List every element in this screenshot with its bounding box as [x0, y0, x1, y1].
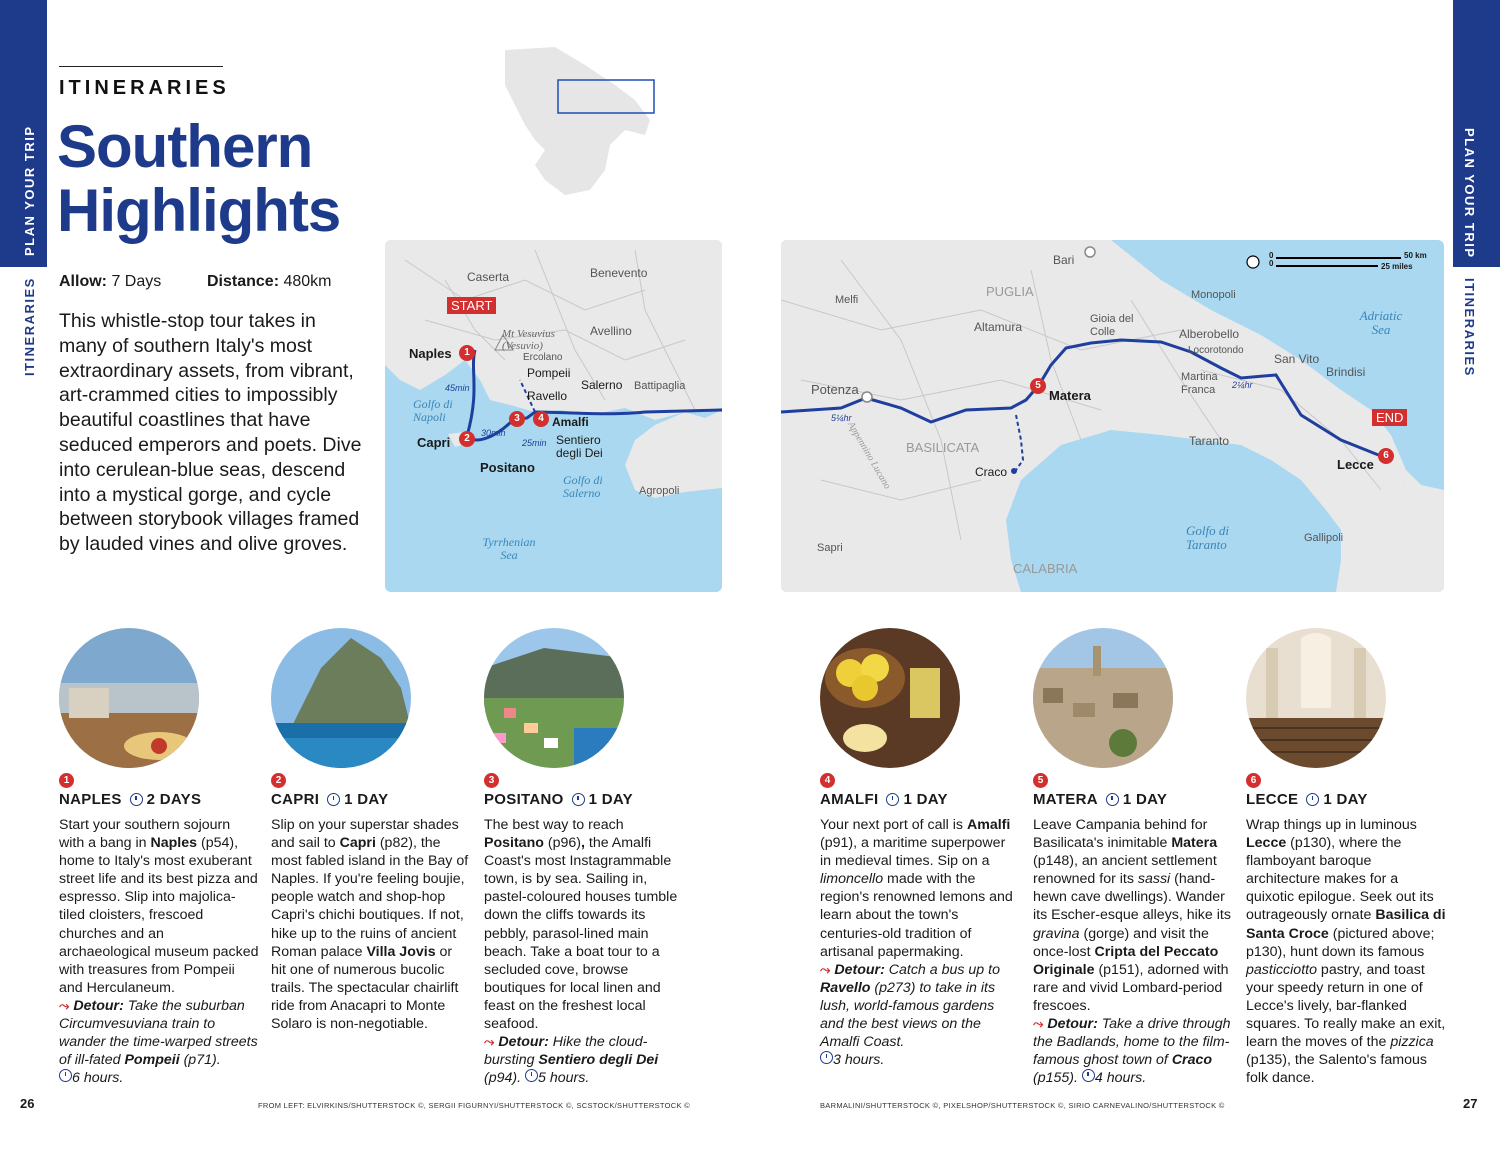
title-line-2: Highlights — [57, 177, 341, 244]
map-time-5hr: 5¼hr — [831, 413, 852, 423]
map-label-capri: Capri — [417, 435, 451, 450]
clock-icon — [130, 793, 143, 806]
map-label-alberobello: Alberobello — [1179, 327, 1240, 341]
map-label-battipaglia: Battipaglia — [634, 380, 686, 392]
left-tab-itineraries: ITINERARIES — [22, 277, 37, 376]
stop-body: Your next port of call is Amalfi (p91), a maritime superpower in medieval times. Sip on a limoncello made with the region's renowned lemons and learn about the town's centuries-old tradition of artisanal papermaking. ⤳ Detour: Catch a bus up to Ravello (p273) to take in its lush, world-famous gardens and the best views on the Amalfi Coast. 3 hours. — [820, 816, 1020, 1069]
map-time-45min: 45min — [445, 383, 470, 393]
stop-matera — [1033, 628, 1233, 1087]
stop-heading: LECCE 1 DAY — [1246, 791, 1368, 808]
stop-number: 2 — [271, 773, 286, 788]
stop-number: 1 — [59, 773, 74, 788]
stop-body: The best way to reach Positano (p96), the Amalfi Coast's most Instagrammable town, is by sea. Sailing in, pastel-coloured houses tumble down the cliffs towards its pebbly, parasol-lined main beach. Take a boat tour to a secluded cove, browse boutiques for local linen and feast on the freshest local seafood. ⤳ Detour: Hike the cloud-bursting Sentiero degli Dei (p94). 5 hours. — [484, 816, 684, 1087]
map-marker-1[interactable]: 1 — [459, 345, 475, 361]
map-label-craco: Craco — [975, 465, 1008, 479]
map-label-ravello: Ravello — [527, 389, 568, 403]
map-marker-6[interactable]: 6 — [1378, 448, 1394, 464]
stop-number: 4 — [820, 773, 835, 788]
right-tab-itineraries: ITINERARIES — [1462, 278, 1477, 377]
map-time-25min: 25min — [522, 438, 547, 448]
detour-icon: ⤳ — [59, 997, 70, 1013]
stop-naples — [59, 628, 259, 1087]
stop-detour: ⤳ Detour: Take the suburban Circumvesuviana train to wander the time-warped streets of ill-fated Pompeii (p71). — [59, 997, 258, 1069]
map-marker-3[interactable]: 3 — [509, 411, 525, 427]
map-label-taranto: Taranto — [1189, 434, 1230, 448]
stop-body: Start your southern sojourn with a bang in Naples (p54), home to Italy's most exuberant street life and its best pizza and espresso. Slip into majolica-tiled cloisters, frescoed churches and an archaeological museum packed with treasures from Pompeii and Herculaneum. ⤳ Detour: Take the suburban Circumvesuviana train to wander the time-warped streets of ill-fated Pompeii (p71). 6 hours. — [59, 817, 259, 1087]
map-region-puglia: PUGLIA — [986, 284, 1034, 299]
map-label-caserta: Caserta — [467, 270, 510, 284]
photo-lecce — [1246, 628, 1386, 768]
stop-body: Leave Campania behind for Basilicata's inimitable Matera (p148), an ancient settlement renowned for its sassi (hand-hewn cave dwellings). Wander its Escher-esque alleys, hike its gravina (gorge) and visit the once-lost Cripta del Peccato Originale (p151), adorned with rare and vivid Lombard-period frescoes. ⤳ Detour: Take a drive through the Badlands, home to the film-famous ghost town of Craco (p155). 4 hours. — [1033, 816, 1233, 1087]
locator-map — [495, 45, 670, 205]
section-label: ITINERARIES — [59, 77, 230, 99]
map-label-matera: Matera — [1049, 388, 1091, 403]
stop-detour: ⤳ Detour: Hike the cloud-bursting Sentiero degli Dei (p94). 5 hours. — [484, 1034, 659, 1087]
map-sea-adriatic: Adriatic Sea — [1359, 308, 1403, 337]
map-label-vesuvius: Mt Vesuvius (Vesuvio) — [502, 328, 555, 352]
map-label-naples: Naples — [409, 346, 452, 361]
photo-amalfi — [820, 628, 960, 768]
map-label-positano: Positano — [480, 460, 535, 475]
photo-matera — [1033, 628, 1173, 768]
stop-body: Slip on your superstar shades and sail to Capri (p82), the most fabled island in the Bay of Naples. If you're feeling boujie, people watch and shop-hop Capri's chichi boutiques. If not, hike up to the ruins of ancient Roman palace Villa Jovis or hit one of numerous bucolic trails. The spectacular chairlift ride from Anacapri to Monte Solaro is non-negotiable. — [271, 817, 469, 1033]
clock-icon — [1106, 793, 1119, 806]
end-flag: END — [1372, 409, 1407, 426]
map-sea-golfo-taranto: Golfo di Taranto — [1186, 523, 1229, 552]
detour-icon: ⤳ — [820, 961, 831, 977]
stop-heading: CAPRI 1 DAY — [271, 791, 389, 808]
intro-text: This whistle-stop tour takes in many of southern Italy's most extraordinary assets, from vibrant, art-crammed cities to impossibly beautiful coastlines that have seduced emperors and poets. Dive into cerulean-blue seas, descend into a mystical gorge, and cycle between storybook villages framed by lauded vines and olive groves. — [59, 310, 362, 556]
clock-icon — [572, 793, 585, 806]
clock-icon — [327, 793, 340, 806]
scale-miles: 25 miles — [1381, 262, 1413, 271]
stop-detour: ⤳ Detour: Catch a bus up to Ravello (p273) to take in its lush, world-famous gardens and the best views on the Amalfi Coast. — [820, 961, 1000, 1051]
map-sea-tyrrhenian: Tyrrhenian Sea — [482, 535, 536, 562]
clock-icon — [1082, 1069, 1095, 1082]
photo-positano — [484, 628, 624, 768]
stop-heading: AMALFI 1 DAY — [820, 791, 948, 808]
detour-icon: ⤳ — [484, 1034, 495, 1050]
map-label-bari: Bari — [1053, 253, 1075, 267]
clock-icon — [886, 793, 899, 806]
clock-icon — [820, 1051, 833, 1064]
map-label-brindisi: Brindisi — [1326, 365, 1366, 379]
map-label-amalfi: Amalfi — [552, 415, 589, 429]
map-marker-4[interactable]: 4 — [533, 411, 549, 427]
map-region-appennino: Appennino Lucano — [845, 419, 893, 492]
map-label-sapri: Sapri — [817, 542, 843, 554]
scale-km: 50 km — [1404, 251, 1427, 260]
photo-capri — [271, 628, 411, 768]
start-flag: START — [447, 297, 496, 314]
map-label-agropoli: Agropoli — [639, 485, 680, 497]
map-label-altamura: Altamura — [974, 320, 1023, 334]
stop-body: Wrap things up in luminous Lecce (p130), where the flamboyant baroque architecture makes for a quixotic epilogue. Seek out its outrageously ornate Basilica di Santa Croce (pictured above; p130), hunt down its famous pasticciotto pastry, and toast your speedy return in one of Lecce's lively, bar-flanked squares. To really make an exit, learn the moves of the pizzica (p135), the Salento's famous folk dance. — [1246, 817, 1446, 1087]
stop-lecce — [1246, 628, 1446, 1087]
photo-credits-left: FROM LEFT: ELVIRKINS/SHUTTERSTOCK ©, SERGII FIGURNYI/SHUTTERSTOCK ©, SCSTOCK/SHUTTERSTOCK © — [258, 1101, 690, 1110]
stop-amalfi — [820, 628, 1020, 1069]
distance-meta: Distance: 480km — [207, 273, 332, 290]
map-puglia-basilicata[interactable] — [781, 240, 1444, 592]
map-label-martina-franca: Martina Franca — [1181, 371, 1218, 396]
photo-credits-right: BARMALINI/SHUTTERSTOCK ©, PIXELSHOP/SHUTTERSTOCK ©, SIRIO CARNEVALINO/SHUTTERSTOCK © — [820, 1101, 1225, 1110]
clock-icon — [59, 1069, 72, 1082]
page-number-right: 27 — [1463, 1096, 1478, 1111]
section-rule — [59, 66, 223, 67]
title-line-1: Southern — [57, 113, 313, 180]
stop-positano — [484, 628, 684, 1087]
map-label-lecce: Lecce — [1337, 457, 1374, 472]
stop-heading: MATERA 1 DAY — [1033, 791, 1168, 808]
map-label-melfi: Melfi — [835, 294, 859, 306]
stop-number: 6 — [1246, 773, 1261, 788]
map-label-locorotondo: Locorotondo — [1188, 345, 1244, 356]
scale-zero-miles: 0 — [1269, 259, 1274, 268]
photo-naples — [59, 628, 199, 768]
map-region-basilicata: BASILICATA — [906, 440, 980, 455]
left-tab-plan-your-trip: PLAN YOUR TRIP — [22, 125, 37, 256]
stop-heading: POSITANO 1 DAY — [484, 791, 633, 808]
scale-zero-km: 0 — [1269, 251, 1274, 260]
stop-detour: ⤳ Detour: Take a drive through the Badlands, home to the film-famous ghost town of Craco (p155). 4 hours. — [1033, 1016, 1231, 1087]
map-label-monopoli: Monopoli — [1191, 289, 1236, 301]
map-label-benevento: Benevento — [590, 266, 648, 280]
map-sea-golfo-salerno: Golfo di Salerno — [563, 473, 603, 500]
map-marker-5[interactable]: 5 — [1030, 378, 1046, 394]
map-campania[interactable] — [385, 240, 722, 592]
stop-number: 5 — [1033, 773, 1048, 788]
map-label-san-vito: San Vito — [1274, 352, 1320, 366]
stop-number: 3 — [484, 773, 499, 788]
map-label-gioia: Gioia del Colle — [1090, 313, 1134, 338]
map-label-potenza: Potenza — [811, 382, 859, 397]
map-label-pompeii: Pompeii — [527, 366, 571, 380]
map-region-calabria: CALABRIA — [1013, 561, 1078, 576]
page-title — [57, 115, 340, 243]
map-label-avellino: Avellino — [590, 324, 632, 338]
map-time-30min: 30min — [481, 428, 506, 438]
map-marker-2[interactable]: 2 — [459, 431, 475, 447]
stop-heading: NAPLES 2 DAYS — [59, 791, 202, 808]
map-time-2hr: 2¼hr — [1232, 380, 1253, 390]
allow-meta: Allow: 7 Days — [59, 273, 162, 290]
detour-icon: ⤳ — [1033, 1016, 1044, 1032]
page-number-left: 26 — [20, 1096, 35, 1111]
map-label-sentiero: Sentiero degli Dei — [556, 433, 603, 460]
stop-capri — [271, 628, 471, 1033]
clock-icon — [525, 1069, 538, 1082]
map-label-gallipoli: Gallipoli — [1304, 532, 1344, 544]
clock-icon — [1306, 793, 1319, 806]
map-sea-golfo-napoli: Golfo di Napoli — [413, 397, 453, 424]
right-tab-plan-your-trip: PLAN YOUR TRIP — [1462, 128, 1477, 259]
map-label-salerno: Salerno — [581, 378, 623, 392]
map-label-ercolano: Ercolano — [523, 352, 563, 363]
